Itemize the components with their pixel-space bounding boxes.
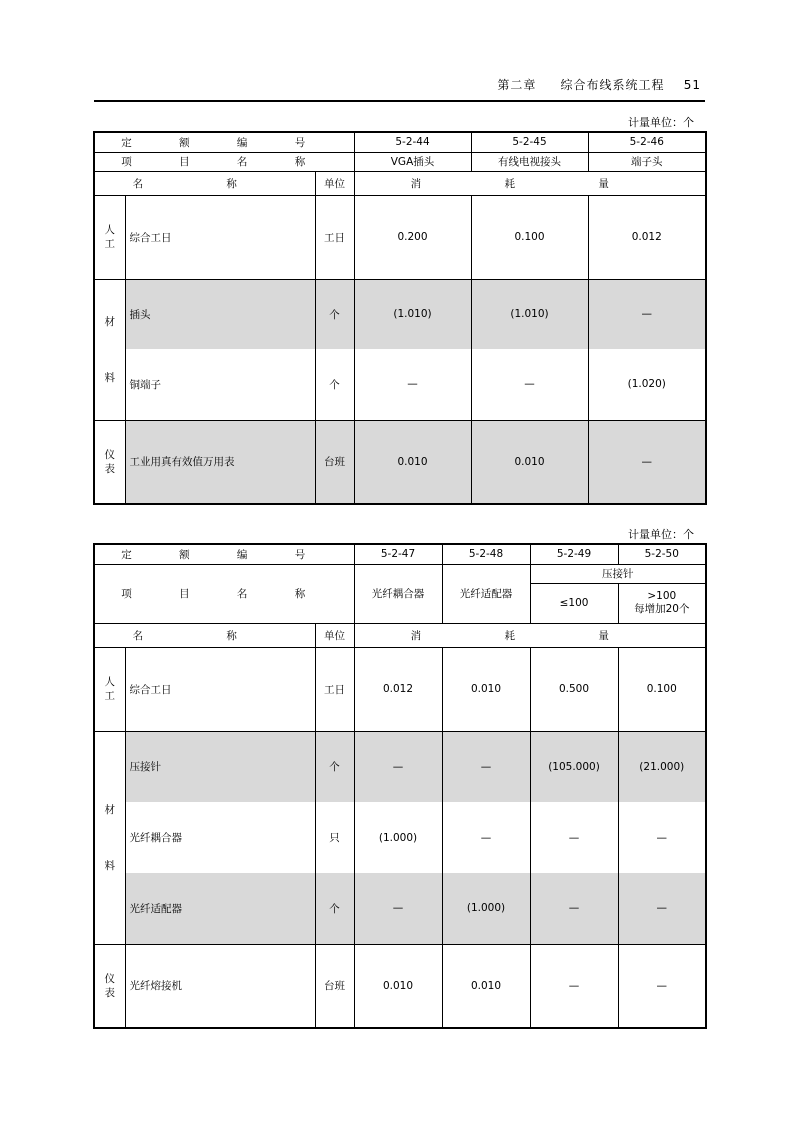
value-cell: 0.010 <box>442 944 530 1028</box>
value-cell: — <box>471 349 588 420</box>
resource-name: 铜端子 <box>125 349 315 420</box>
resource-unit: 台班 <box>315 944 354 1028</box>
category-material: 材 料 <box>94 279 125 420</box>
value-cell: — <box>618 873 706 944</box>
category-meter: 仪 表 <box>94 944 125 1028</box>
resource-unit: 个 <box>315 279 354 349</box>
resource-unit: 个 <box>315 873 354 944</box>
resource-name: 工业用真有效值万用表 <box>125 420 315 504</box>
category-meter: 仪 表 <box>94 420 125 504</box>
quota-table-2 <box>93 543 707 1029</box>
value-cell: — <box>354 873 442 944</box>
category-material: 材 料 <box>94 731 125 944</box>
quota-code-label: 定 额 编 号 <box>94 544 354 564</box>
value-cell: — <box>442 802 530 873</box>
quota-code: 5-2-50 <box>618 544 706 564</box>
resource-unit: 个 <box>315 349 354 420</box>
value-cell: 0.012 <box>354 647 442 731</box>
chapter-label: 第二章 <box>497 78 537 92</box>
value-cell: — <box>618 944 706 1028</box>
value-cell: (1.000) <box>354 802 442 873</box>
resource-name: 插头 <box>125 279 315 349</box>
value-cell: — <box>618 802 706 873</box>
quota-code: 5-2-47 <box>354 544 442 564</box>
item-name-label: 项 目 名 称 <box>94 564 354 623</box>
quota-code-label: 定 额 编 号 <box>94 132 354 152</box>
item-name: 光纤耦合器 <box>354 564 442 623</box>
value-cell: — <box>588 279 706 349</box>
value-cell: (21.000) <box>618 731 706 802</box>
consumption-header: 消 耗 量 <box>354 171 706 195</box>
value-cell: (1.010) <box>471 279 588 349</box>
value-cell: 0.100 <box>618 647 706 731</box>
value-cell: (105.000) <box>530 731 618 802</box>
resource-name: 综合工日 <box>125 647 315 731</box>
value-cell: (1.020) <box>588 349 706 420</box>
category-labor: 人 工 <box>94 195 125 279</box>
value-cell: — <box>354 349 471 420</box>
resource-name: 光纤适配器 <box>125 873 315 944</box>
unit-note-1: 计量单位：个 <box>628 116 694 129</box>
quota-code: 5-2-45 <box>471 132 588 152</box>
resource-name: 综合工日 <box>125 195 315 279</box>
quota-table-1 <box>93 131 707 505</box>
value-cell: — <box>530 873 618 944</box>
value-cell: 0.100 <box>471 195 588 279</box>
item-name: 端子头 <box>588 152 706 171</box>
quota-code: 5-2-46 <box>588 132 706 152</box>
chapter-title: 综合布线系统工程 <box>560 78 665 92</box>
value-cell: 0.012 <box>588 195 706 279</box>
item-name-label: 项 目 名 称 <box>94 152 354 171</box>
quota-code: 5-2-44 <box>354 132 471 152</box>
value-cell: 0.200 <box>354 195 471 279</box>
value-cell: 0.010 <box>442 647 530 731</box>
item-name: VGA插头 <box>354 152 471 171</box>
value-cell: 0.010 <box>354 944 442 1028</box>
quota-code: 5-2-49 <box>530 544 618 564</box>
value-cell: — <box>530 944 618 1028</box>
resource-name: 光纤耦合器 <box>125 802 315 873</box>
value-cell: 0.010 <box>354 420 471 504</box>
category-labor: 人 工 <box>94 647 125 731</box>
item-group-label: 压接针 <box>530 564 706 583</box>
item-name: 有线电视接头 <box>471 152 588 171</box>
value-cell: (1.010) <box>354 279 471 349</box>
page-number: 51 <box>683 78 701 92</box>
header-text <box>497 76 701 93</box>
value-cell: 0.010 <box>471 420 588 504</box>
resource-unit: 只 <box>315 802 354 873</box>
value-cell: — <box>442 731 530 802</box>
item-name: 光纤适配器 <box>442 564 530 623</box>
quota-code: 5-2-48 <box>442 544 530 564</box>
value-cell: — <box>530 802 618 873</box>
resource-name: 压接针 <box>125 731 315 802</box>
resource-unit: 个 <box>315 731 354 802</box>
resource-unit: 台班 <box>315 420 354 504</box>
name-header: 名 称 <box>94 623 315 647</box>
unit-header: 单位 <box>315 623 354 647</box>
name-header: 名 称 <box>94 171 315 195</box>
sub-item: ≤100 <box>530 583 618 623</box>
page-header <box>94 74 705 102</box>
value-cell: — <box>588 420 706 504</box>
unit-note-2: 计量单位：个 <box>628 528 694 541</box>
sub-item: >100 每增加20个 <box>618 583 706 623</box>
resource-unit: 工日 <box>315 647 354 731</box>
resource-unit: 工日 <box>315 195 354 279</box>
value-cell: (1.000) <box>442 873 530 944</box>
value-cell: — <box>354 731 442 802</box>
value-cell: 0.500 <box>530 647 618 731</box>
resource-name: 光纤熔接机 <box>125 944 315 1028</box>
consumption-header: 消 耗 量 <box>354 623 706 647</box>
unit-header: 单位 <box>315 171 354 195</box>
